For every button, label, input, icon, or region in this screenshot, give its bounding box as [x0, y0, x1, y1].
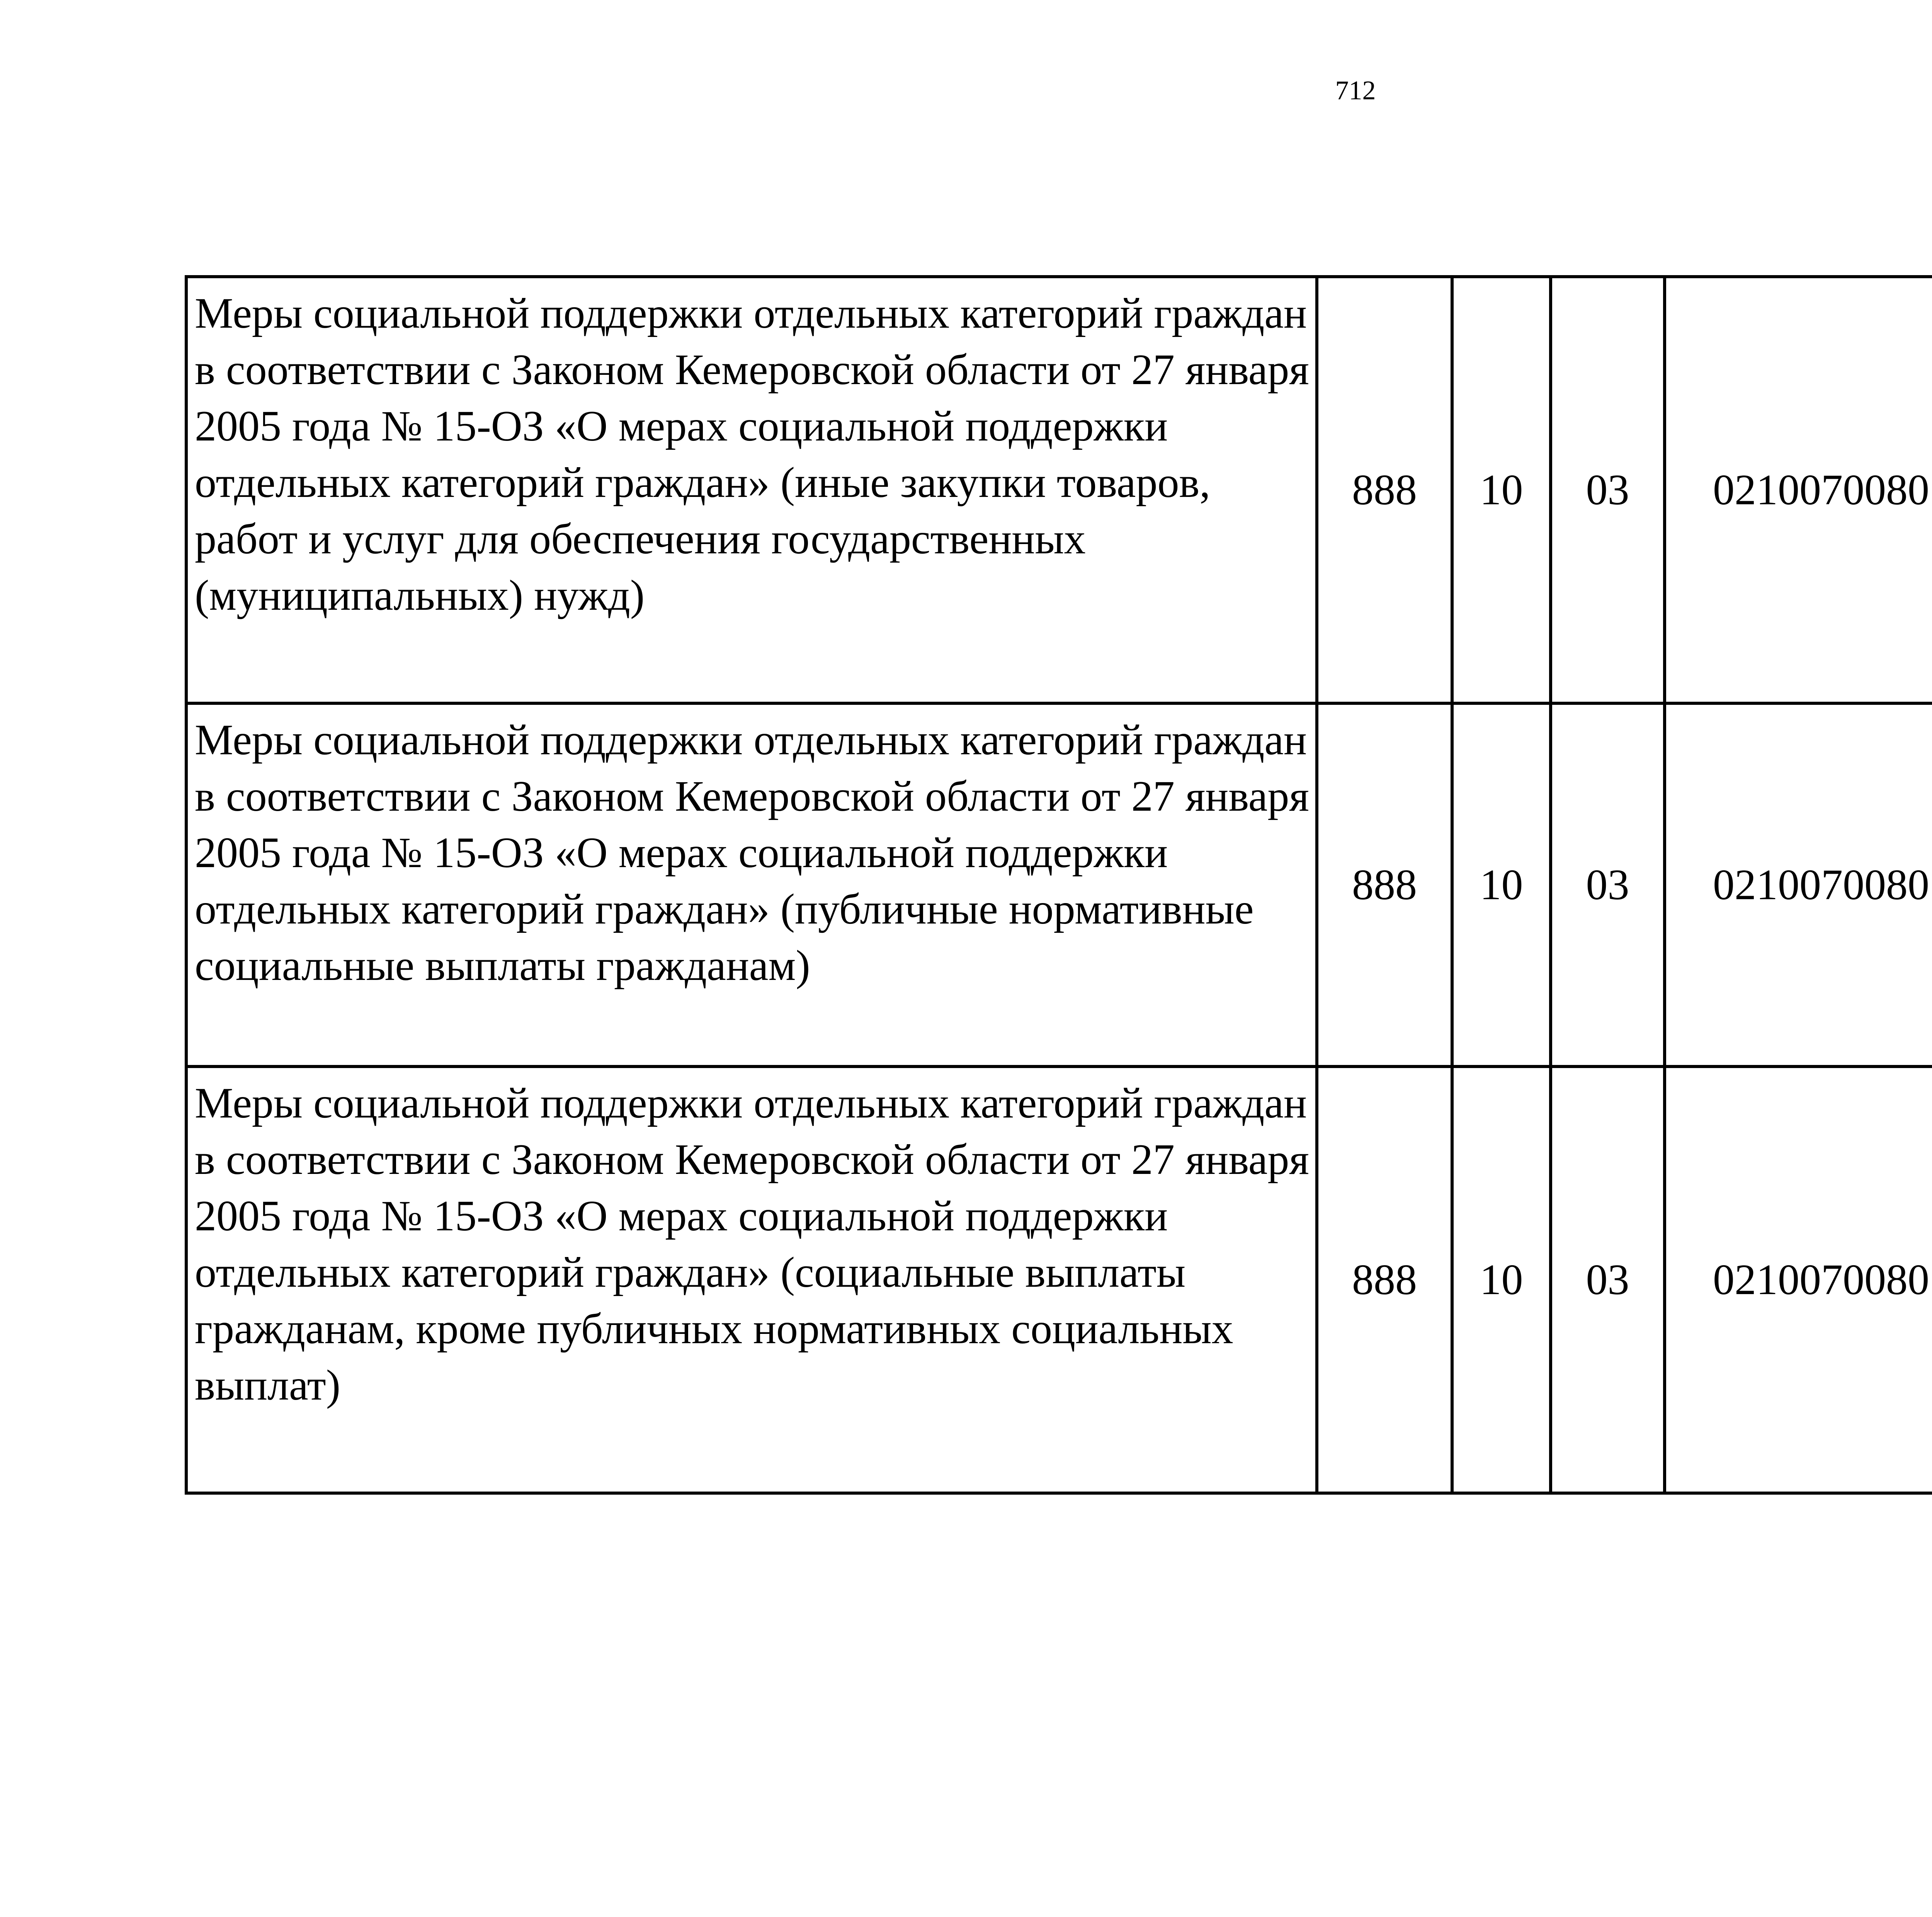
target-article-code: 0210070080	[1665, 1067, 1932, 1493]
target-article-code: 0210070080	[1665, 703, 1932, 1067]
budget-table	[185, 275, 1932, 1495]
section-code: 10	[1452, 277, 1551, 703]
ministry-code: 888	[1317, 703, 1452, 1067]
ministry-code: 888	[1317, 1067, 1452, 1493]
table-row	[186, 277, 1932, 703]
subsection-code: 03	[1551, 1067, 1665, 1493]
row-description: Меры социальной поддержки отдельных категорий граждан в соответствии с Законом Кемеровской области от 27 января 2005 года № 15-ОЗ «О мерах социальной поддержки отдельных категорий граждан» (иные закупки товаров, работ и услуг для обеспечения государственных (муниципальных) нужд)	[186, 277, 1317, 703]
row-description: Меры социальной поддержки отдельных категорий граждан в соответствии с Законом Кемеровской области от 27 января 2005 года № 15-ОЗ «О мерах социальной поддержки отдельных категорий граждан» (публичные нормативные социальные выплаты гражданам)	[186, 703, 1317, 1067]
ministry-code: 888	[1317, 277, 1452, 703]
section-code: 10	[1452, 1067, 1551, 1493]
table-row	[186, 1067, 1932, 1493]
target-article-code: 0210070080	[1665, 277, 1932, 703]
table-row	[186, 703, 1932, 1067]
section-code: 10	[1452, 703, 1551, 1067]
subsection-code: 03	[1551, 703, 1665, 1067]
page-number: 712	[1335, 76, 1376, 105]
subsection-code: 03	[1551, 277, 1665, 703]
row-description: Меры социальной поддержки отдельных категорий граждан в соответствии с Законом Кемеровской области от 27 января 2005 года № 15-ОЗ «О мерах социальной поддержки отдельных категорий граждан» (социальные выплаты гражданам, кроме публичных нормативных социальных выплат)	[186, 1067, 1317, 1493]
